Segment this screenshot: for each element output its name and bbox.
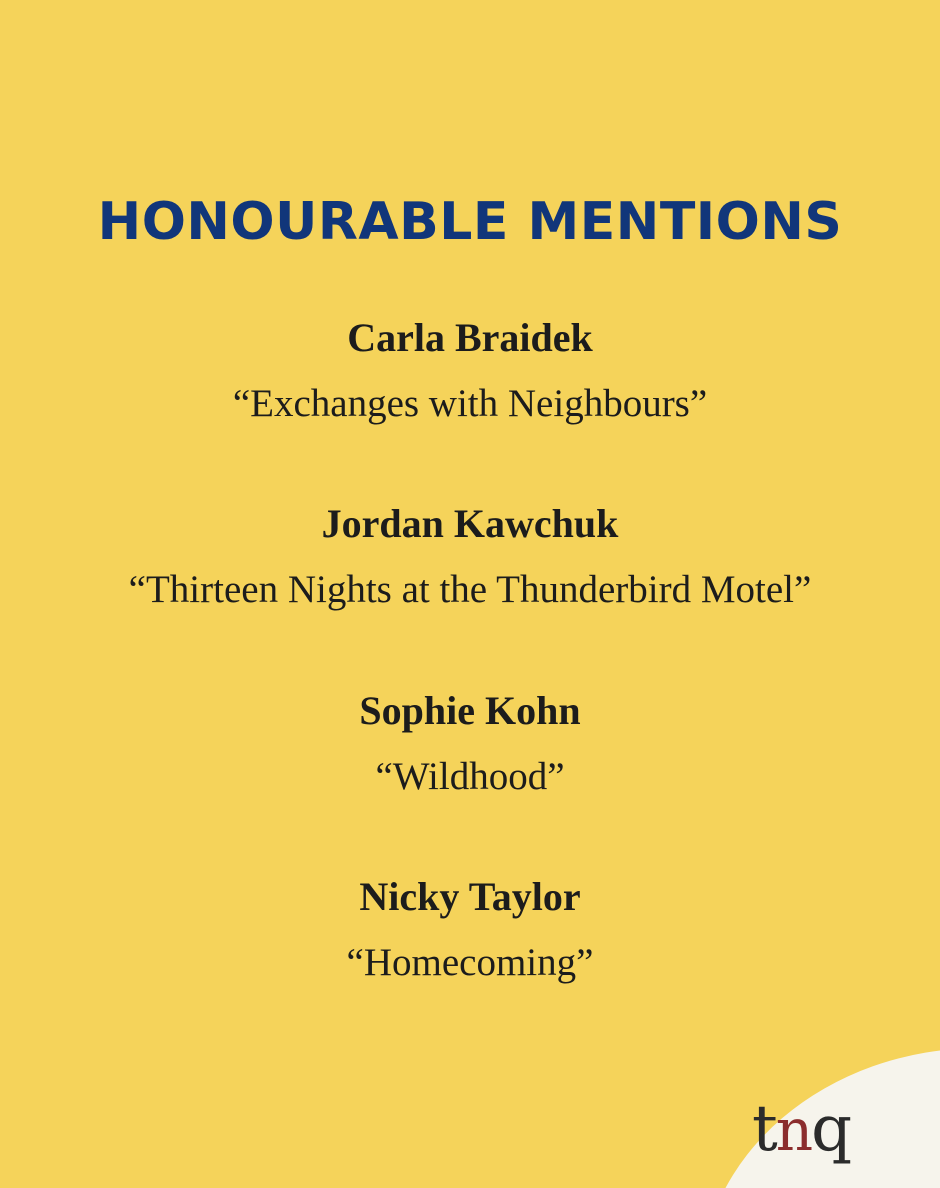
work-title: “Homecoming” <box>346 941 594 984</box>
list-item <box>0 313 940 429</box>
page-title: HONOURABLE MENTIONS <box>97 192 843 252</box>
author-name: Sophie Kohn <box>359 688 581 733</box>
list-item <box>0 499 940 615</box>
list-item <box>0 686 940 802</box>
work-title: “Wildhood” <box>375 755 565 798</box>
logo-letter-n: n <box>775 1096 814 1164</box>
author-name: Carla Braidek <box>347 315 593 360</box>
logo-letter-q: q <box>811 1092 853 1166</box>
author-name: Nicky Taylor <box>359 874 581 919</box>
work-title: “Exchanges with Neighbours” <box>232 382 708 425</box>
list-item <box>0 872 940 988</box>
work-title: “Thirteen Nights at the Thunderbird Motel” <box>128 568 812 611</box>
logo-letter-t: t <box>752 1092 778 1166</box>
author-name: Jordan Kawchuk <box>321 501 619 546</box>
tnq-logo <box>752 1084 912 1174</box>
